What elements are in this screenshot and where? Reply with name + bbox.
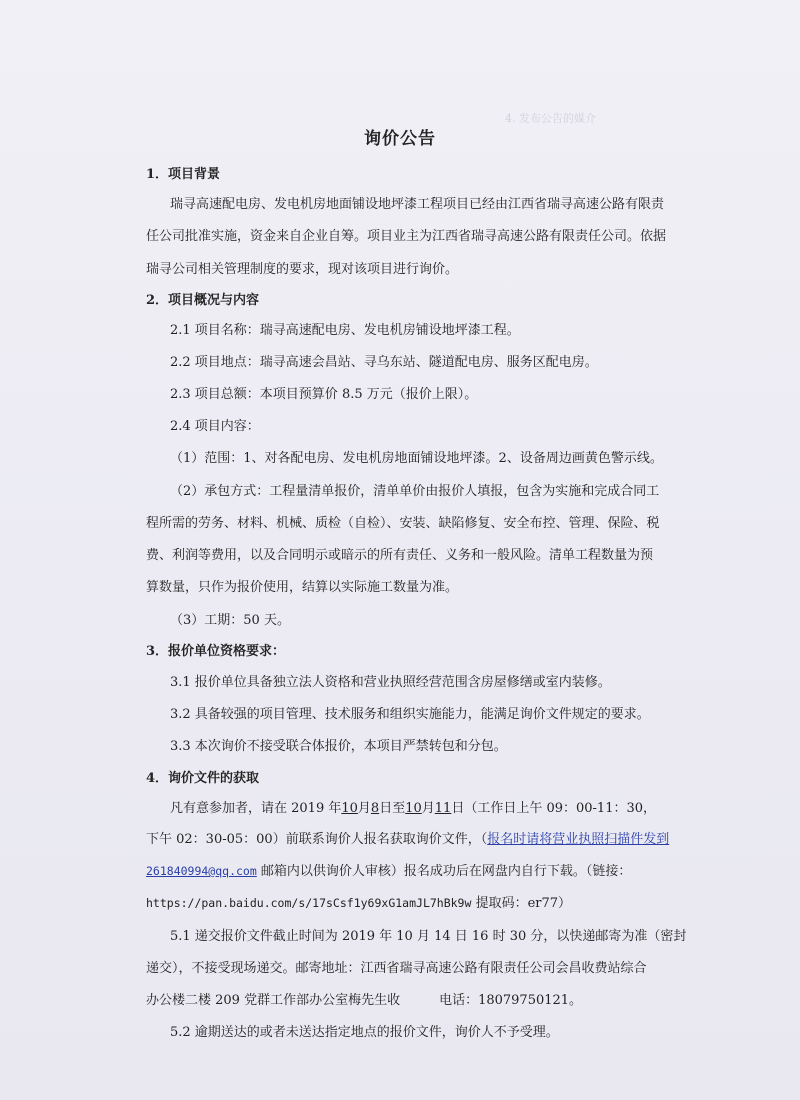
section3-heading: 3．报价单位资格要求：	[146, 644, 286, 659]
download-line: https://pan.baidu.com/s/17sCsf1y69xG1amJL7hBk9w 提取码：er77）	[146, 896, 572, 911]
section2-item3: 2.3 项目总额：本项目预算价 8.5 万元（报价上限）。	[170, 387, 478, 402]
section1-line3: 瑞寻公司相关管理制度的要求，现对该项目进行询价。	[146, 262, 459, 277]
section2-item2: 2.2 项目地点：瑞寻高速会昌站、寻乌东站、隧道配电房、服务区配电房。	[170, 355, 598, 370]
section2-item1: 2.1 项目名称：瑞寻高速配电房、发电机房铺设地坪漆工程。	[170, 323, 520, 338]
section1-line2: 任公司批准实施，资金来自企业自筹。项目业主为江西省瑞寻高速公路有限责任公司。依据	[146, 229, 667, 244]
content-contract-line1: （2）承包方式：工程量清单报价，清单单价由报价人填报，包含为实施和完成合同工	[170, 484, 660, 499]
section1-line1: 瑞寻高速配电房、发电机房地面铺设地坪漆工程项目已经由江西省瑞寻高速公路有限责	[170, 197, 665, 212]
page-title: 询价公告	[364, 129, 436, 149]
late-submission-line: 5.2 逾期送达的或者未送达指定地点的报价文件，询价人不予受理。	[170, 1025, 559, 1040]
section3-item2: 3.2 具备较强的项目管理、技术服务和组织实施能力，能满足询价文件规定的要求。	[170, 707, 650, 722]
deadline-line1: 5.1 递交报价文件截止时间为 2019 年 10 月 14 日 16 时 30 分，以快递邮寄为准（密封	[170, 929, 687, 944]
deadline-line2: 递交），不接受现场递交。邮寄地址：江西省瑞寻高速公路有限责任公司会昌收费站综合	[146, 961, 647, 976]
download-url[interactable]: https://pan.baidu.com/s/17sCsf1y69xG1amJL7hBk9w	[146, 896, 472, 910]
content-contract-line3: 费、利润等费用，以及合同明示或暗示的所有责任、义务和一般风险。清单工程数量为预	[146, 548, 654, 563]
section2-heading: 2．项目概况与内容	[146, 293, 260, 308]
instruction-link[interactable]: 报名时请将营业执照扫描件发到	[487, 832, 670, 847]
registration-contact-line: 下午 02：30-05：00）前联系询价人报名获取询价文件，（报名时请将营业执照扫描件发到	[146, 832, 670, 847]
section4-heading: 4．询价文件的获取	[146, 771, 260, 786]
email-link[interactable]: 261840994@qq.com	[146, 864, 257, 878]
section3-item1: 3.1 报价单位具备独立法人资格和营业执照经营范围含房屋修缮或室内装修。	[170, 675, 611, 690]
section1-heading: 1．项目背景	[146, 167, 221, 182]
deadline-line3: 办公楼二楼 209 党群工作部办公室梅先生收 电话：18079750121。	[146, 993, 583, 1008]
content-contract-line2: 程所需的劳务、材料、机械、质检（自检）、安装、缺陷修复、安全布控、管理、保险、税	[146, 516, 660, 531]
bleed-through-text: 4. 发布公告的媒介	[505, 112, 596, 125]
content-contract-line4: 算数量，只作为报价使用，结算以实际施工数量为准。	[146, 580, 459, 595]
section2-item4: 2.4 项目内容：	[170, 419, 260, 434]
content-scope: （1）范围：1、对各配电房、发电机房地面铺设地坪漆。2、设备周边画黄色警示线。	[170, 451, 663, 466]
registration-period-line: 凡有意参加者，请在 2019 年10月8日至10月11日（工作日上午 09：00-11：30，	[170, 801, 657, 816]
content-duration: （3）工期：50 天。	[170, 613, 290, 628]
section3-item3: 3.3 本次询价不接受联合体报价，本项目严禁转包和分包。	[170, 739, 507, 754]
email-line: 261840994@qq.com 邮箱内以供询价人审核）报名成功后在网盘内自行下载。（链接：	[146, 864, 632, 879]
